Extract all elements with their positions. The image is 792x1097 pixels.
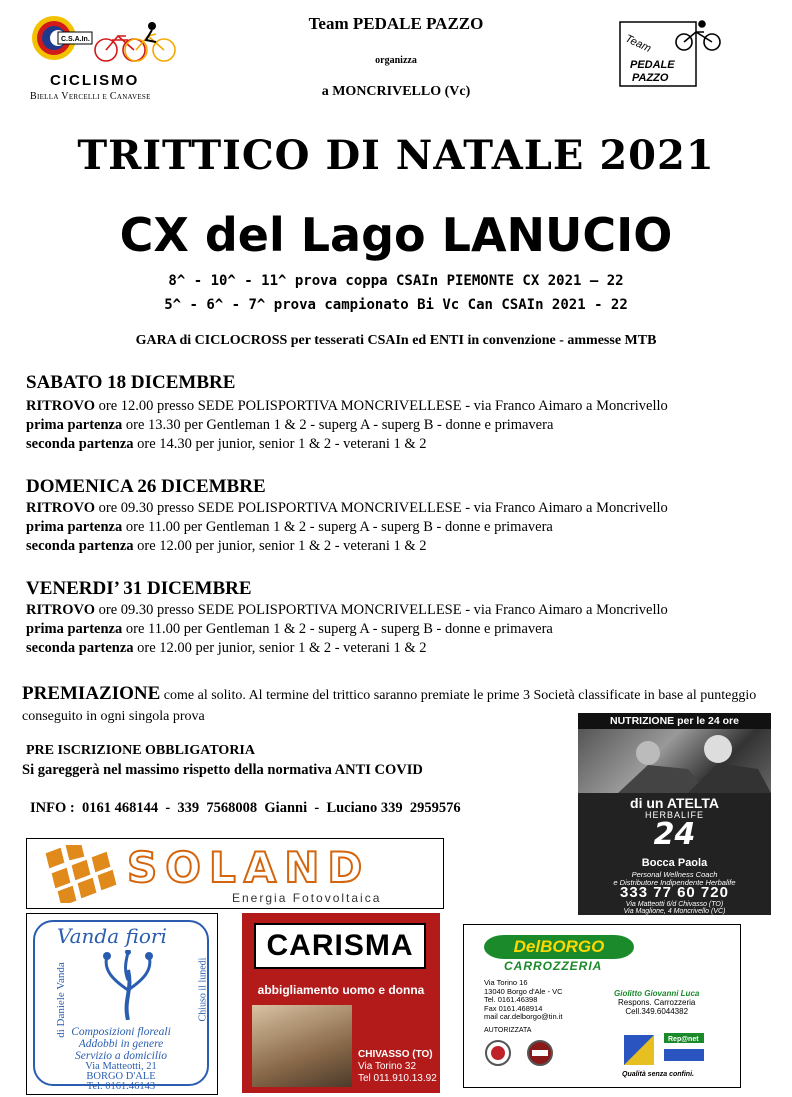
carisma-ad bbox=[242, 913, 440, 1093]
delborgo-ad bbox=[463, 924, 741, 1088]
seconda-partenza-line: seconda partenza ore 12.00 per junior, senior 1 & 2 - veterani 1 & 2 bbox=[26, 538, 427, 554]
soland-ad bbox=[26, 838, 444, 909]
info-contacts: INFO : 0161 468144 - 339 7568008 Gianni - Luciano 339 2959576 bbox=[30, 800, 461, 816]
day-title: DOMENICA 26 DICEMBRE bbox=[26, 476, 266, 497]
herbalife-address: Via Matteotti 6/d Chivasso (TO) bbox=[625, 901, 724, 908]
event-name: CX del Lago LANUCIO bbox=[119, 208, 673, 262]
cyclists-photo bbox=[578, 729, 771, 793]
svg-text:Team: Team bbox=[623, 32, 653, 55]
vanda-services: Composizioni floreali Addobbi in genere Servizio a domicilio bbox=[71, 1026, 171, 1062]
herbalife-atleta: di un ATELTA bbox=[630, 795, 719, 811]
soland-tagline: Energia Fotovoltaica bbox=[232, 891, 382, 905]
prova-campionato: 5^ - 6^ - 7^ prova campionato Bi Vc Can CSAIn 2021 - 22 bbox=[164, 297, 628, 313]
ritrovo-line: RITROVO ore 09.30 presso SEDE POLISPORTIVA MONCRIVELLESE - via Franco Aimaro a Moncrivello bbox=[26, 500, 668, 516]
seconda-partenza-line: seconda partenza ore 12.00 per junior, senior 1 & 2 - veterani 1 & 2 bbox=[26, 640, 427, 656]
delborgo-quality: Qualità senza confini. bbox=[622, 1071, 694, 1078]
car-brand-icons bbox=[484, 1039, 564, 1067]
svg-text:C.S.A.In.: C.S.A.In. bbox=[61, 36, 90, 43]
gara-description: GARA di CICLOCROSS per tesserati CSAIn ed ENTI in convenzione - ammesse MTB bbox=[135, 333, 657, 348]
organizer-verb: organizza bbox=[375, 55, 417, 66]
herbalife-ad bbox=[578, 713, 771, 915]
solar-panel-icon bbox=[35, 845, 125, 903]
herbalife-address: Via Maglione, 4 Moncrivello (VC) bbox=[623, 908, 726, 915]
soland-logo: SOLAND bbox=[127, 843, 371, 892]
herbalife-brand: HERBALIFE bbox=[644, 810, 704, 820]
seconda-partenza-line: seconda partenza ore 14.30 per junior, senior 1 & 2 - veterani 1 & 2 bbox=[26, 436, 427, 452]
vanda-owner: di Daniele Vanda bbox=[55, 962, 67, 1038]
day-title: SABATO 18 DICEMBRE bbox=[26, 372, 236, 393]
delborgo-address: Via Torino 16 13040 Borgo d'Ale - VC Tel. 0161.46398 Fax 0161.468914 mail car.delborgo@tin.it bbox=[484, 978, 563, 1021]
svg-text:PEDALE: PEDALE bbox=[630, 59, 675, 71]
ritrovo-line: RITROVO ore 12.00 presso SEDE POLISPORTIVA MONCRIVELLESE - via Franco Aimaro a Moncrivello bbox=[26, 398, 668, 414]
vanda-fiori-ad bbox=[26, 913, 218, 1095]
herbalife-role: e Distributore Indipendente Herbalife bbox=[613, 878, 736, 887]
premiazione-paragraph: PREMIAZIONE come al solito. Al termine del trittico saranno premiate le prime 3 Società classificate in base al punteggio conseguito in ogni singola prova bbox=[22, 683, 757, 724]
vanda-name: Vanda fiori bbox=[57, 924, 167, 948]
herbalife-role: Personal Wellness Coach bbox=[631, 870, 718, 879]
covid-notice: Si gareggerà nel massimo rispetto della normativa ANTI COVID bbox=[22, 762, 423, 778]
vanda-address: Via Matteotti, 21 BORGO D'ALE Tel. 0161.46143 bbox=[85, 1061, 157, 1092]
page-title: TRITTICO DI NATALE 2021 bbox=[77, 132, 715, 179]
delborgo-autorizzata: AUTORIZZATA bbox=[484, 1027, 532, 1034]
carisma-address: CHIVASSO (TO) Via Torino 32 Tel 011.910.13.92 bbox=[358, 1049, 437, 1084]
delborgo-owner: Giolitto Giovanni Luca Respons. Carrozzeria Cell.349.6044382 bbox=[614, 989, 700, 1016]
logo-left-subtitle: Biella Vercelli e Canavese bbox=[30, 91, 151, 102]
prova-coppa: 8^ - 10^ - 11^ prova coppa CSAIn PIEMONTE CX 2021 – 22 bbox=[168, 273, 624, 289]
ritrovo-line: RITROVO ore 09.30 presso SEDE POLISPORTIVA MONCRIVELLESE - via Franco Aimaro a Moncrivello bbox=[26, 602, 668, 618]
prima-partenza-line: prima partenza ore 13.30 per Gentleman 1 & 2 - superg A - superg B - donne e primavera bbox=[26, 417, 554, 433]
prima-partenza-line: prima partenza ore 11.00 per Gentleman 1 & 2 - superg A - superg B - donne e primavera bbox=[26, 519, 553, 535]
logo-left-title: CICLISMO bbox=[50, 72, 140, 89]
delborgo-logo: DelBORGO bbox=[484, 935, 634, 959]
repnet-icon bbox=[624, 1031, 714, 1071]
vanda-closed: Chiuso il lunedì bbox=[197, 957, 209, 1022]
svg-text:Rep@net: Rep@net bbox=[668, 1036, 699, 1043]
svg-text:PAZZO: PAZZO bbox=[632, 72, 669, 84]
herbalife-name: Bocca Paola bbox=[641, 857, 708, 869]
herbalife-24: 24 bbox=[653, 817, 696, 852]
carisma-tagline: abbigliamento uomo e donna bbox=[257, 983, 425, 997]
organizer-team: Team PEDALE PAZZO bbox=[308, 14, 484, 33]
prima-partenza-line: prima partenza ore 11.00 per Gentleman 1 & 2 - superg A - superg B - donne e primavera bbox=[26, 621, 553, 637]
pedale-pazzo-logo bbox=[618, 20, 728, 90]
event-place: a MONCRIVELLO (Vc) bbox=[321, 84, 471, 99]
delborgo-carrozzeria: CARROZZERIA bbox=[504, 959, 603, 973]
flower-icon bbox=[93, 950, 163, 1020]
carisma-logo: CARISMA bbox=[254, 923, 426, 969]
herbalife-headline: NUTRIZIONE per le 24 ore bbox=[578, 713, 771, 729]
day-title: VENERDI’ 31 DICEMBRE bbox=[26, 578, 252, 599]
shop-photo bbox=[252, 1005, 352, 1087]
herbalife-phone: 333 77 60 720 bbox=[620, 884, 729, 901]
preiscrizione-notice: PRE ISCRIZIONE OBBLIGATORIA bbox=[26, 743, 255, 758]
